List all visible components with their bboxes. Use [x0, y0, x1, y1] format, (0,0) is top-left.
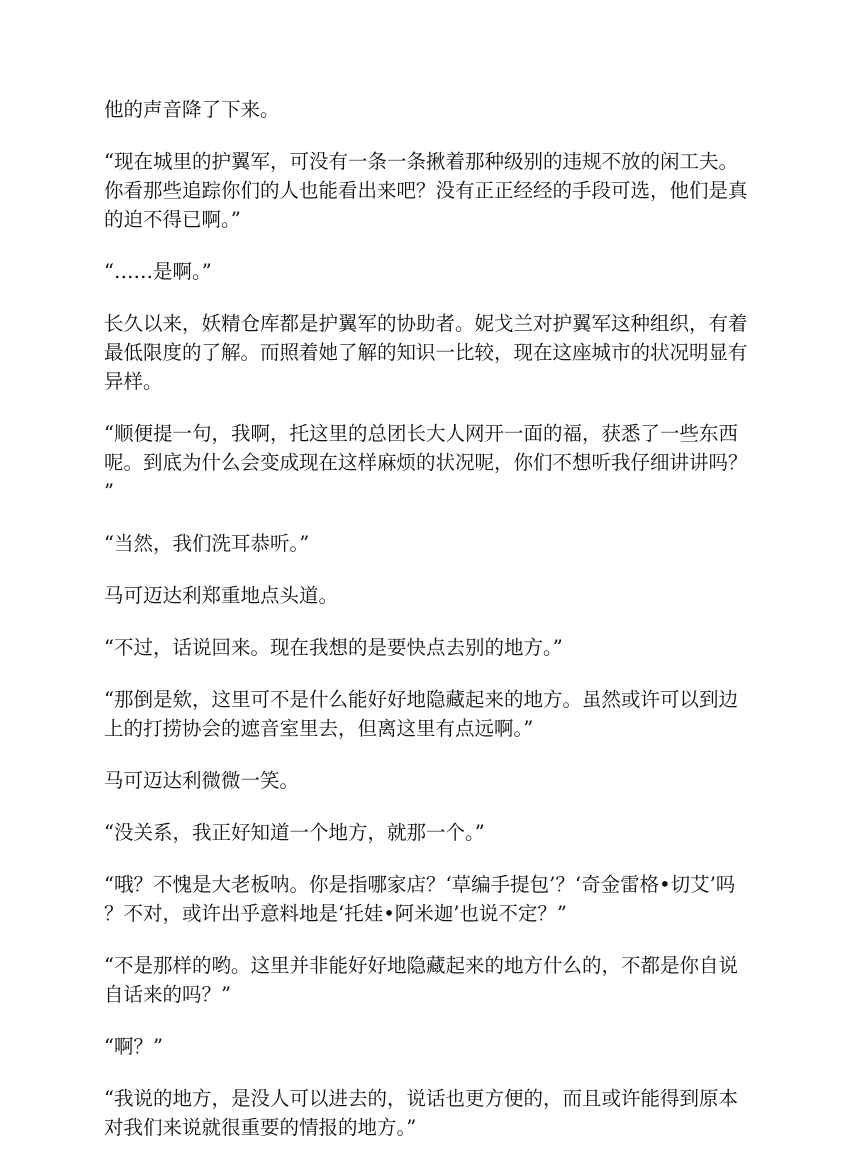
paragraph-1: 他的声音降了下来。	[104, 98, 280, 121]
document-page	[104, 95, 754, 1165]
paragraph-11: “没关系，我正好知道一个地方，就那一个。”	[104, 821, 485, 844]
paragraph-14: “啊？”	[104, 1035, 163, 1058]
paragraph-10: 马可迈达利微微一笑。	[104, 769, 300, 792]
paragraph-13: “不是那样的哟。这里并非能好好地隐藏起来的地方什么的，不都是你自说自话来的吗？”	[104, 954, 738, 1006]
paragraph-4: 长久以来，妖精仓库都是护翼军的协助者。妮戈兰对护翼军这种组织，有着最低限度的了解。而照着她了解的知识一比较，现在这座城市的状况明显有异样。	[104, 312, 748, 393]
paragraph-2: “现在城里的护翼军，可没有一条一条揪着那种级别的违规不放的闲工夫。你看那些追踪你们的人也能看出来吧？没有正正经经的手段可选，他们是真的迫不得已啊。”	[104, 150, 748, 231]
paragraph-6: “当然，我们洗耳恭听。”	[104, 532, 310, 555]
paragraph-12: “哦？不愧是大老板呐。你是指哪家店？‘草编手提包’？‘奇金雷格•切艾’吗？不对，或许出乎意料地是‘托娃•阿米迦’也说不定？”	[104, 873, 736, 925]
paragraph-7: 马可迈达利郑重地点头道。	[104, 584, 339, 607]
paragraph-3: “……是啊。”	[104, 260, 212, 283]
paragraph-9: “那倒是欸，这里可不是什么能好好地隐藏起来的地方。虽然或许可以到边上的打捞协会的遮音室里去，但离这里有点远啊。”	[104, 688, 738, 740]
paragraph-5: “顺便提一句，我啊，托这里的总团长大人网开一面的福，获悉了一些东西呢。到底为什么会变成现在这样麻烦的状况呢，你们不想听我仔细讲讲吗？”	[104, 422, 748, 503]
paragraph-15: “我说的地方，是没人可以进去的，说话也更方便的，而且或许能得到原本对我们来说就很重要的情报的地方。”	[104, 1087, 738, 1139]
paragraph-8: “不过，话说回来。现在我想的是要快点去别的地方。”	[104, 636, 563, 659]
